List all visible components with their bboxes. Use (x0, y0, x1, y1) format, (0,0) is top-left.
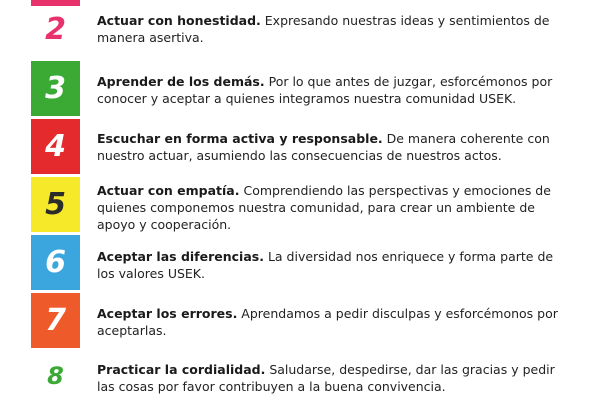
rule-5-number: 5 (45, 186, 66, 222)
rule-5-text (97, 182, 567, 233)
rule-4-description: De manera coherente con nuestro actuar, asumiendo las consecuencias de nuestros actos. (97, 131, 550, 163)
rule-4-badge (31, 119, 80, 174)
rule-2-description: Expresando nuestras ideas y sentimientos de manera asertiva. (97, 13, 550, 45)
rule-7-number: 7 (45, 302, 66, 338)
rule-6-text (97, 248, 567, 282)
rule-5-title: Actuar con empatía. (97, 183, 240, 198)
rule-4-number: 4 (45, 128, 66, 164)
rule-7-text (97, 305, 567, 339)
rule-2-text (97, 12, 567, 46)
rule-4-title: Escuchar en forma activa y responsable. (97, 131, 383, 146)
rule-3-description: Por lo que antes de juzgar, esforcémonos por conocer y aceptar a quienes integramos nuestra comunidad USEK. (97, 74, 553, 106)
rule-2-title: Actuar con honestidad. (97, 13, 261, 28)
rule-8-number: 8 (47, 362, 64, 390)
rule-2-number: 2 (45, 11, 66, 47)
rule-5-description: Comprendiendo las perspectivas y emociones de quienes componemos nuestra comunidad, para crear un ambiente de apoyo y cooperación. (97, 183, 551, 232)
rule-8-text (97, 361, 567, 395)
rule-2-badge (31, 6, 80, 53)
rule-6-description: La diversidad nos enriquece y forma parte de los valores USEK. (97, 249, 554, 281)
rule-7-title: Aceptar los errores. (97, 306, 238, 321)
rule-3-text (97, 73, 567, 107)
rule-4-text (97, 130, 567, 164)
rule-6-title: Aceptar las diferencias. (97, 249, 264, 264)
rule-3-badge (31, 61, 80, 116)
rule-8-title: Practicar la cordialidad. (97, 362, 266, 377)
rule-3-number: 3 (45, 70, 66, 106)
rule-8-description: Saludarse, despedirse, dar las gracias y pedir las cosas por favor contribuyen a la buena convivencia. (97, 362, 555, 394)
rule-3-title: Aprender de los demás. (97, 74, 265, 89)
rule-6-number: 6 (45, 244, 66, 280)
rule-5-badge (31, 177, 80, 232)
rule-7-badge (31, 293, 80, 348)
rule-8-badge (31, 352, 80, 400)
rule-7-description: Aprendamos a pedir disculpas y esforcémonos por aceptarlas. (97, 306, 558, 338)
rule-6-badge (31, 235, 80, 290)
